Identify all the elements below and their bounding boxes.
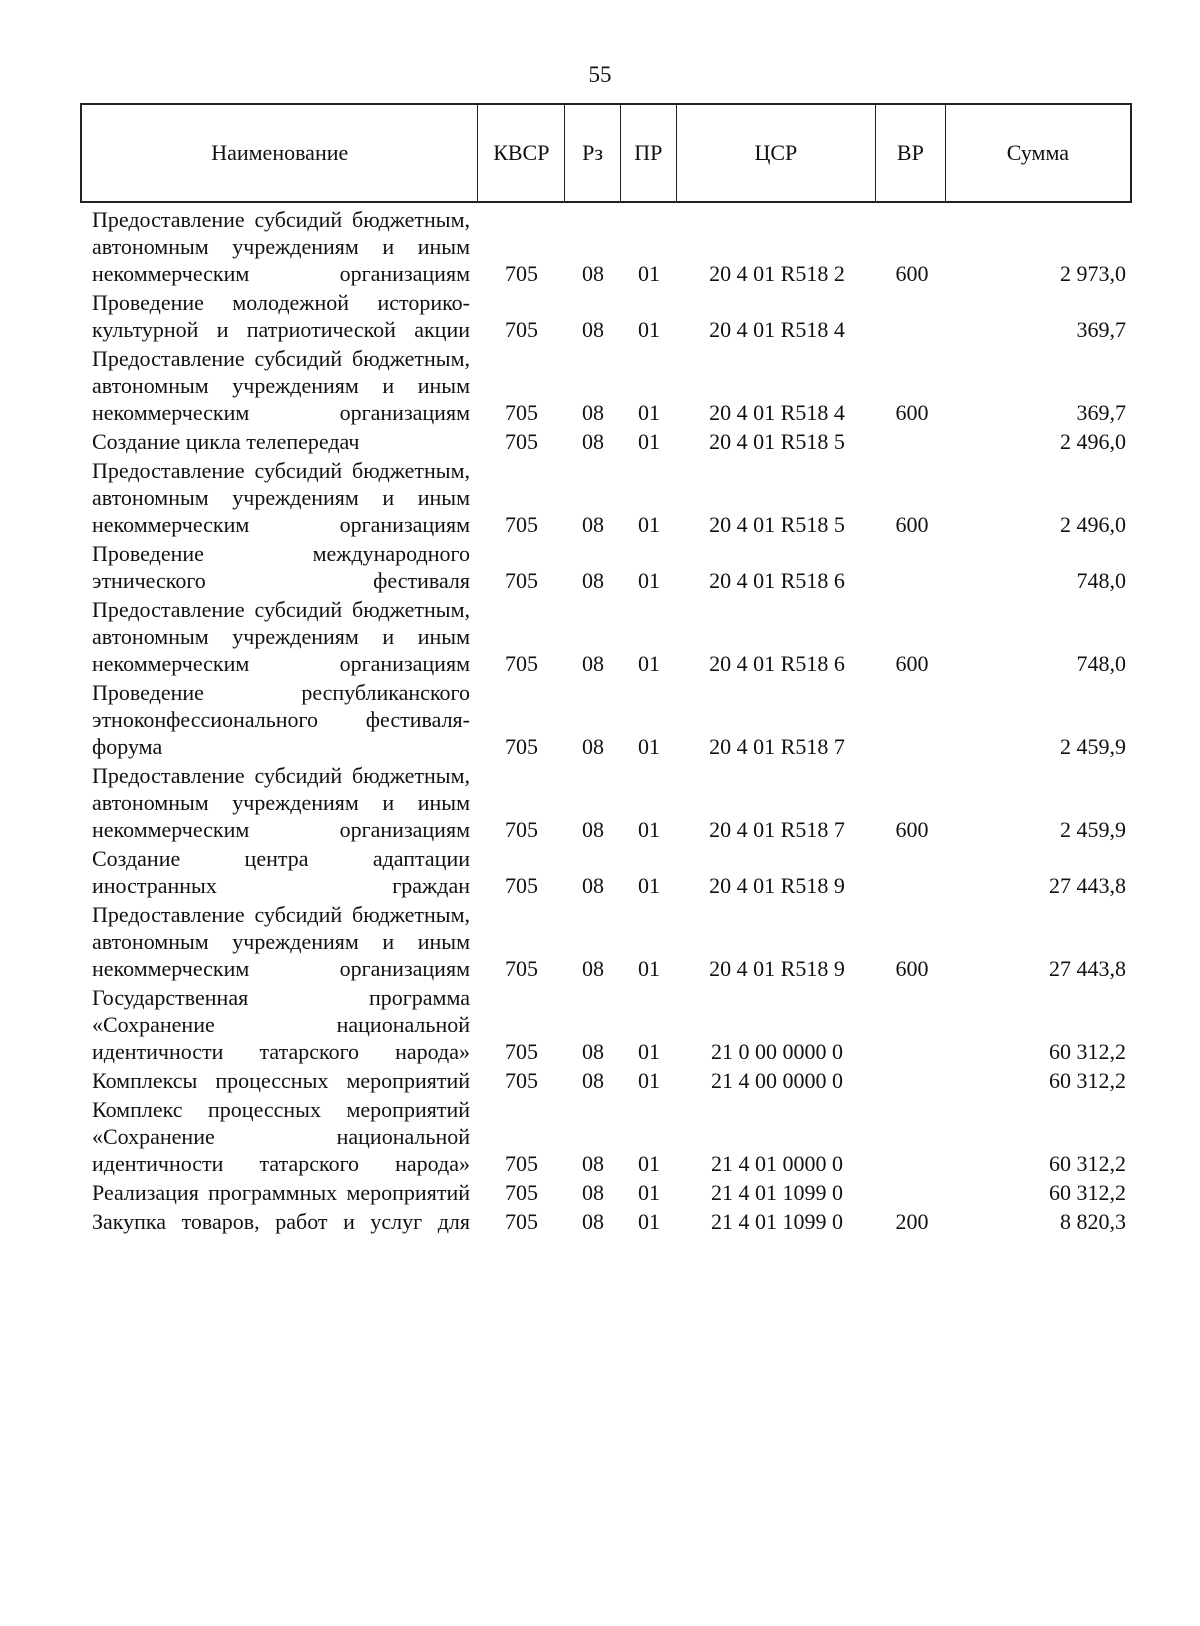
row-kvsr: 705 bbox=[505, 734, 538, 759]
row-name: Реализация программных мероприятий bbox=[92, 1180, 470, 1205]
row-name: Предоставление субсидий бюджетным, автономным учреждениям и иным некоммерческим организациям bbox=[92, 346, 470, 425]
row-vr: 600 bbox=[895, 512, 929, 537]
row-rz: 08 bbox=[582, 817, 604, 842]
row-pr: 01 bbox=[638, 568, 660, 593]
table-row bbox=[80, 206, 1132, 287]
table-row bbox=[80, 984, 1132, 1065]
row-pr: 01 bbox=[638, 1180, 660, 1205]
row-csr: 20 4 01 R518 7 bbox=[709, 734, 845, 759]
row-sum: 60 312,2 bbox=[1049, 1039, 1126, 1064]
row-csr: 20 4 01 R518 7 bbox=[709, 817, 845, 842]
row-vr: 600 bbox=[895, 400, 929, 425]
row-sum: 748,0 bbox=[1076, 568, 1126, 593]
row-vr: 600 bbox=[895, 651, 929, 676]
row-pr: 01 bbox=[638, 817, 660, 842]
header-kvsr: КВСР bbox=[478, 105, 565, 201]
row-name: Проведение республиканского этноконфессионального фестиваля-форума bbox=[92, 680, 470, 759]
row-sum: 60 312,2 bbox=[1049, 1180, 1126, 1205]
row-csr: 20 4 01 R518 9 bbox=[709, 873, 845, 898]
row-kvsr: 705 bbox=[505, 568, 538, 593]
row-sum: 60 312,2 bbox=[1049, 1151, 1126, 1176]
table-row bbox=[80, 1179, 1132, 1206]
row-name: Создание центра адаптации иностранных граждан bbox=[92, 846, 470, 898]
row-rz: 08 bbox=[582, 317, 604, 342]
row-pr: 01 bbox=[638, 512, 660, 537]
header-rz: Рз bbox=[565, 105, 621, 201]
row-rz: 08 bbox=[582, 734, 604, 759]
row-rz: 08 bbox=[582, 261, 604, 286]
header-csr: ЦСР bbox=[677, 105, 876, 201]
table-row bbox=[80, 289, 1132, 343]
row-csr: 20 4 01 R518 9 bbox=[709, 956, 845, 981]
row-rz: 08 bbox=[582, 1209, 604, 1234]
row-pr: 01 bbox=[638, 429, 660, 454]
row-rz: 08 bbox=[582, 1151, 604, 1176]
row-sum: 2 973,0 bbox=[1060, 261, 1126, 286]
row-name: Предоставление субсидий бюджетным, автономным учреждениям и иным некоммерческим организациям bbox=[92, 207, 470, 286]
table-row bbox=[80, 596, 1132, 677]
table-row bbox=[80, 1096, 1132, 1177]
row-csr: 20 4 01 R518 6 bbox=[709, 568, 845, 593]
row-kvsr: 705 bbox=[505, 512, 538, 537]
row-pr: 01 bbox=[638, 651, 660, 676]
header-pr: ПР bbox=[621, 105, 677, 201]
row-sum: 27 443,8 bbox=[1049, 873, 1126, 898]
row-sum: 748,0 bbox=[1076, 651, 1126, 676]
row-rz: 08 bbox=[582, 651, 604, 676]
row-name: Комплекс процессных мероприятий «Сохранение национальной идентичности татарского народа» bbox=[92, 1097, 470, 1176]
row-rz: 08 bbox=[582, 1068, 604, 1093]
row-sum: 2 496,0 bbox=[1060, 429, 1126, 454]
row-sum: 2 459,9 bbox=[1060, 817, 1126, 842]
table-row bbox=[80, 1208, 1132, 1235]
row-kvsr: 705 bbox=[505, 873, 538, 898]
table-row bbox=[80, 457, 1132, 538]
row-pr: 01 bbox=[638, 400, 660, 425]
row-kvsr: 705 bbox=[505, 817, 538, 842]
header-name: Наименование bbox=[82, 105, 478, 201]
row-csr: 20 4 01 R518 2 bbox=[709, 261, 845, 286]
row-pr: 01 bbox=[638, 1151, 660, 1176]
row-csr: 20 4 01 R518 4 bbox=[709, 317, 845, 342]
row-name: Создание цикла телепередач bbox=[92, 429, 360, 454]
row-rz: 08 bbox=[582, 1180, 604, 1205]
table-row bbox=[80, 540, 1132, 594]
row-csr: 20 4 01 R518 5 bbox=[709, 512, 845, 537]
row-name: Проведение молодежной историко-культурной и патриотической акции bbox=[92, 290, 470, 342]
row-sum: 2 496,0 bbox=[1060, 512, 1126, 537]
row-csr: 21 4 01 1099 0 bbox=[711, 1180, 843, 1205]
row-kvsr: 705 bbox=[505, 1209, 538, 1234]
row-pr: 01 bbox=[638, 873, 660, 898]
row-sum: 27 443,8 bbox=[1049, 956, 1126, 981]
row-name: Комплексы процессных мероприятий bbox=[92, 1068, 470, 1093]
header-vr: ВР bbox=[876, 105, 946, 201]
row-sum: 369,7 bbox=[1076, 317, 1126, 342]
row-kvsr: 705 bbox=[505, 956, 538, 981]
row-kvsr: 705 bbox=[505, 1151, 538, 1176]
row-rz: 08 bbox=[582, 956, 604, 981]
row-rz: 08 bbox=[582, 400, 604, 425]
row-pr: 01 bbox=[638, 734, 660, 759]
row-name: Предоставление субсидий бюджетным, автономным учреждениям и иным некоммерческим организациям bbox=[92, 458, 470, 537]
row-sum: 2 459,9 bbox=[1060, 734, 1126, 759]
page-number: 55 bbox=[588, 62, 612, 87]
row-name: Проведение международного этнического фестиваля bbox=[92, 541, 470, 593]
row-kvsr: 705 bbox=[505, 400, 538, 425]
row-csr: 21 4 01 1099 0 bbox=[711, 1209, 843, 1234]
table-header bbox=[80, 103, 1132, 203]
table-row bbox=[80, 345, 1132, 426]
row-csr: 21 4 01 0000 0 bbox=[711, 1151, 843, 1176]
row-kvsr: 705 bbox=[505, 1039, 538, 1064]
row-vr: 600 bbox=[895, 817, 929, 842]
row-sum: 369,7 bbox=[1076, 400, 1126, 425]
row-pr: 01 bbox=[638, 1068, 660, 1093]
row-kvsr: 705 bbox=[505, 261, 538, 286]
row-vr: 600 bbox=[895, 261, 929, 286]
row-kvsr: 705 bbox=[505, 429, 538, 454]
table-body bbox=[80, 206, 1132, 1237]
row-csr: 20 4 01 R518 4 bbox=[709, 400, 845, 425]
row-csr: 21 0 00 0000 0 bbox=[711, 1039, 843, 1064]
table-row bbox=[80, 1067, 1132, 1094]
row-name: Предоставление субсидий бюджетным, автономным учреждениям и иным некоммерческим организациям bbox=[92, 597, 470, 676]
row-pr: 01 bbox=[638, 956, 660, 981]
row-pr: 01 bbox=[638, 317, 660, 342]
table-row bbox=[80, 845, 1132, 899]
row-kvsr: 705 bbox=[505, 1068, 538, 1093]
row-rz: 08 bbox=[582, 873, 604, 898]
row-name: Предоставление субсидий бюджетным, автономным учреждениям и иным некоммерческим организациям bbox=[92, 902, 470, 981]
row-csr: 20 4 01 R518 6 bbox=[709, 651, 845, 676]
row-rz: 08 bbox=[582, 429, 604, 454]
table-row bbox=[80, 762, 1132, 843]
row-sum: 8 820,3 bbox=[1060, 1209, 1126, 1234]
row-rz: 08 bbox=[582, 1039, 604, 1064]
row-rz: 08 bbox=[582, 512, 604, 537]
row-kvsr: 705 bbox=[505, 1180, 538, 1205]
row-rz: 08 bbox=[582, 568, 604, 593]
table-row bbox=[80, 428, 1132, 455]
row-csr: 20 4 01 R518 5 bbox=[709, 429, 845, 454]
header-sum: Сумма bbox=[1006, 140, 1070, 165]
row-pr: 01 bbox=[638, 261, 660, 286]
row-vr: 600 bbox=[895, 956, 929, 981]
row-pr: 01 bbox=[638, 1039, 660, 1064]
row-csr: 21 4 00 0000 0 bbox=[711, 1068, 843, 1093]
row-kvsr: 705 bbox=[505, 651, 538, 676]
row-vr: 200 bbox=[895, 1209, 929, 1234]
row-kvsr: 705 bbox=[505, 317, 538, 342]
table-row bbox=[80, 679, 1132, 760]
table-row bbox=[80, 901, 1132, 982]
row-pr: 01 bbox=[638, 1209, 660, 1234]
row-name: Государственная программа «Сохранение национальной идентичности татарского народа» bbox=[92, 985, 470, 1064]
row-name: Закупка товаров, работ и услуг для bbox=[92, 1209, 470, 1234]
row-name: Предоставление субсидий бюджетным, автономным учреждениям и иным некоммерческим организациям bbox=[92, 763, 470, 842]
row-sum: 60 312,2 bbox=[1049, 1068, 1126, 1093]
